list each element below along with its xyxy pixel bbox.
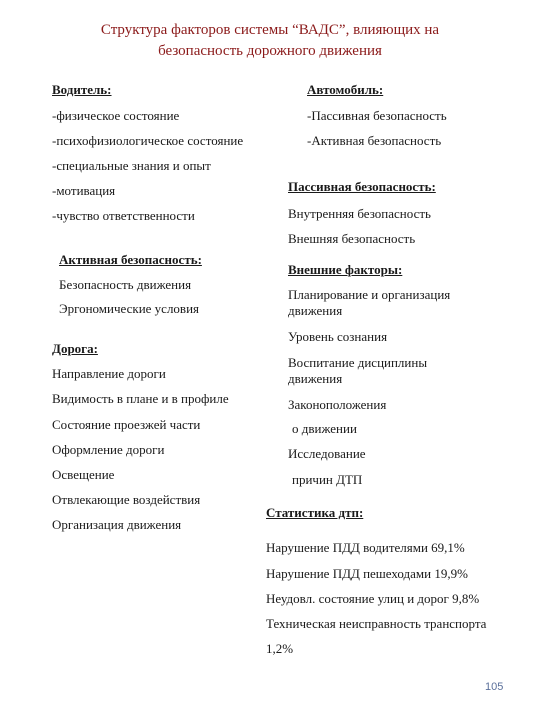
car-item: -Активная безопасность [307, 133, 442, 148]
active-item: Безопасность движения [59, 277, 192, 292]
external-item: Законоположения [288, 397, 387, 412]
stats-item: Нарушение ПДД пешеходами 19,9% [266, 566, 468, 581]
passive-heading: Пассивная безопасность: [288, 179, 436, 194]
external-item: причин ДТП [292, 472, 363, 487]
road-item: Отвлекающие воздействия [52, 492, 201, 507]
title-line-1: Структура факторов системы “ВАДС”, влияющих на [100, 22, 440, 38]
passive-item: Внутренняя безопасность [288, 206, 431, 221]
driver-item: -физическое состояние [52, 108, 180, 123]
external-item: Планирование и организация движения [288, 287, 451, 318]
external-item: о движении [292, 421, 357, 436]
passive-item: Внешняя безопасность [288, 231, 416, 246]
title-line-2: безопасность дорожного движения [158, 43, 382, 59]
driver-item: -чувство ответственности [52, 208, 195, 223]
active-item: Эргономические условия [59, 301, 200, 316]
road-item: Освещение [52, 467, 115, 482]
external-item: Воспитание дисциплины движения [288, 355, 428, 386]
driver-item: -психофизиологическое состояние [52, 133, 244, 148]
stats-item: Техническая неисправность транспорта [266, 616, 487, 631]
stats-item: Неудовл. состояние улиц и дорог 9,8% [266, 591, 480, 606]
stats-item: 1,2% [266, 641, 294, 656]
car-heading: Автомобиль: [307, 82, 384, 97]
stats-item: Нарушение ПДД водителями 69,1% [266, 540, 465, 555]
road-item: Организация движения [52, 517, 182, 532]
driver-item: -специальные знания и опыт [52, 158, 211, 173]
active-heading: Активная безопасность: [59, 252, 202, 267]
page-title [40, 20, 500, 62]
road-item: Видимость в плане и в профиле [52, 391, 229, 406]
road-item: Оформление дороги [52, 442, 165, 457]
road-item: Состояние проезжей части [52, 417, 201, 432]
driver-item: -мотивация [52, 183, 116, 198]
stats-heading: Статистика дтп: [266, 505, 364, 520]
car-item: -Пассивная безопасность [307, 108, 447, 123]
external-heading: Внешние факторы: [288, 262, 403, 277]
external-item: Исследование [288, 446, 366, 461]
driver-heading: Водитель: [52, 82, 112, 97]
road-item: Направление дороги [52, 366, 166, 381]
external-item: Уровень сознания [288, 329, 388, 344]
page-number: 105 [485, 681, 504, 693]
road-heading: Дорога: [52, 341, 98, 356]
